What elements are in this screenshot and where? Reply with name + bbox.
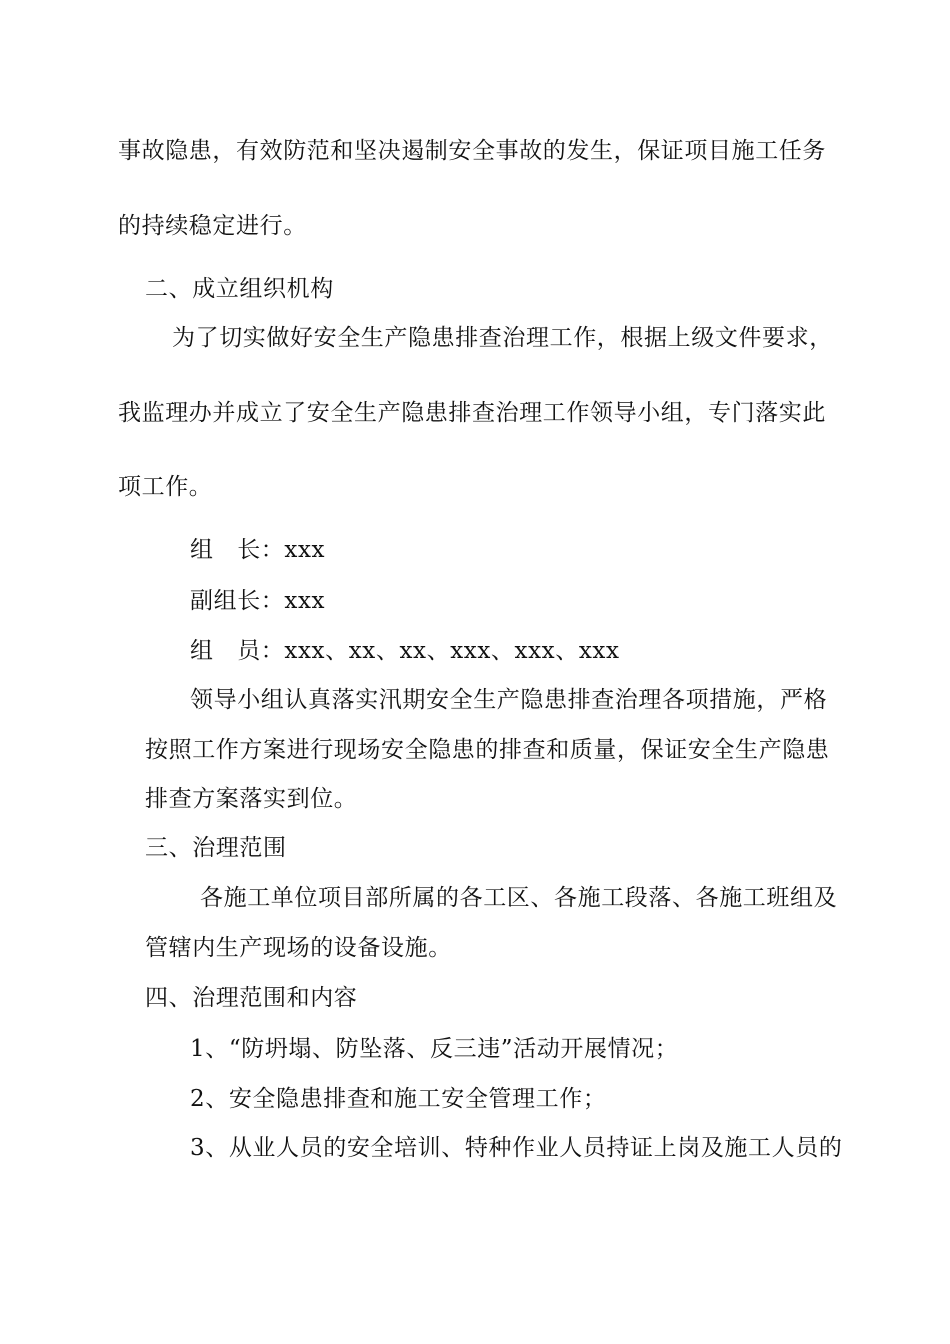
section-2-para2-line-3: 排查方案落实到位。: [145, 786, 358, 812]
section-3-heading: 三、治理范围: [145, 835, 287, 861]
section-3-para-line-2: 管辖内生产现场的设备设施。: [145, 935, 452, 961]
section-4-item-3: 3、从业人员的安全培训、特种作业人员持证上岗及施工人员的: [190, 1135, 843, 1161]
section-2-para2-line-1: 领导小组认真落实汛期安全生产隐患排查治理各项措施，严格: [190, 687, 828, 713]
section-4-heading: 四、治理范围和内容: [145, 985, 358, 1011]
group-deputy-leader: 副组长：xxx: [190, 588, 326, 614]
section-4-item-2: 2、安全隐患排查和施工安全管理工作；: [190, 1086, 607, 1112]
intro-line-2: 的持续稳定进行。: [118, 213, 307, 239]
section-2-para-line-2: 我监理办并成立了安全生产隐患排查治理工作领导小组，专门落实此: [118, 400, 826, 426]
intro-line-1: 事故隐患，有效防范和坚决遏制安全事故的发生，保证项目施工任务: [118, 138, 826, 164]
group-leader: 组 长：xxx: [190, 537, 326, 563]
section-4-item-1: 1、“防坍塌、防坠落、反三违”活动开展情况；: [190, 1036, 679, 1062]
section-2-para2-line-2: 按照工作方案进行现场安全隐患的排查和质量，保证安全生产隐患: [145, 737, 830, 763]
group-members: 组 员：xxx、xx、xx、xxx、xxx、xxx: [190, 638, 620, 664]
section-3-para-line-1: 各施工单位项目部所属的各工区、各施工段落、各施工班组及: [200, 885, 838, 911]
section-2-para-line-3: 项工作。: [118, 474, 213, 500]
section-2-heading: 二、成立组织机构: [145, 276, 334, 302]
section-2-para-line-1: 为了切实做好安全生产隐患排查治理工作，根据上级文件要求，: [172, 325, 833, 351]
